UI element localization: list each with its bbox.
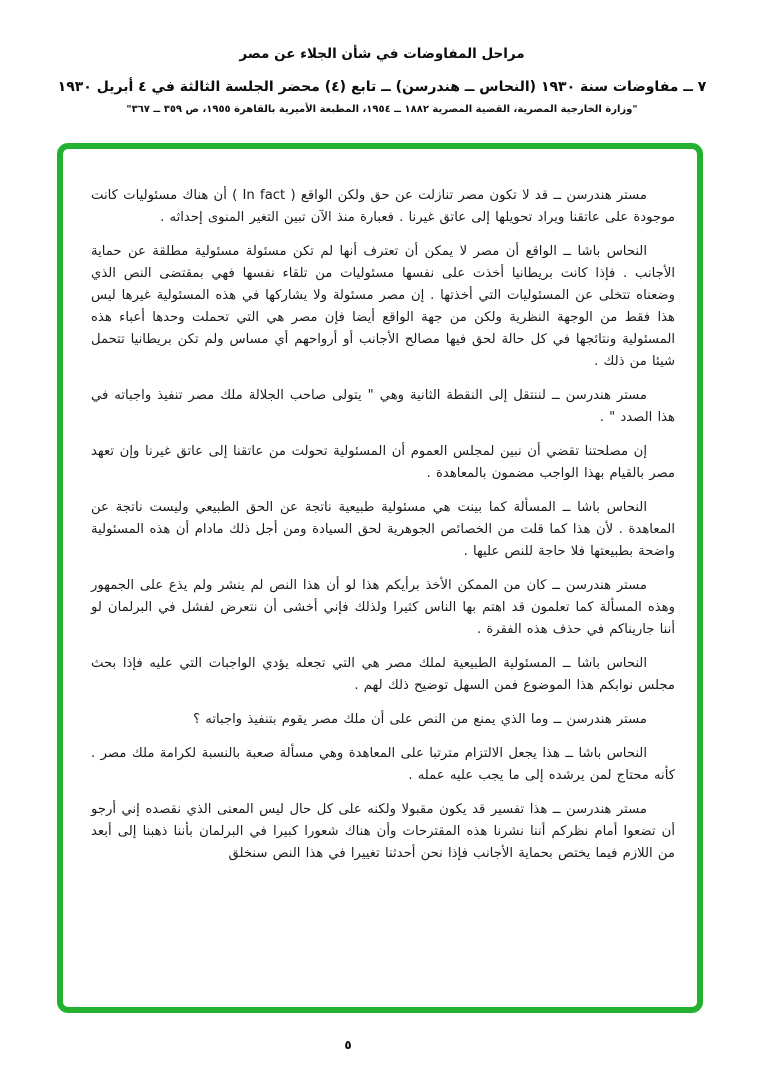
paragraph-henderson-1: مستر هندرسن ــ قد لا تكون مصر تنازلت عن حق ولكن الواقع ( In fact ) أن هناك مسئوليات كانت موجودة على عاتقنا ويراد تحويلها إلى عاتق غيرنا . فعبارة منذ الآن تبين التغير المنوى إحداثه . [91, 188, 675, 225]
paragraph-henderson-2: مستر هندرسن ــ لننتقل إلى النقطة الثانية وهي " يتولى صاحب الجلالة ملك مصر تنفيذ واجباته في هذا الصدد " . [91, 388, 675, 425]
paragraph-nahhas-4: النحاس باشا ــ هذا يجعل الالتزام مترتبا على المعاهدة وهي مسألة صعبة بالنسبة لكرامة ملك مصر . كأنه محتاج لمن يرشده إلى ما يجب عليه عمله . [91, 746, 675, 783]
paragraph-nahhas-1: النحاس باشا ــ الواقع أن مصر لا يمكن أن تعترف أنها لم تكن مسئولة مسئولية مطلقة عن حماية الأجانب . فإذا كانت بريطانيا أخذت على نفسها مسئوليات من تلقاء نفسها فهي بمقتضى النص الذي وضعناه تتخلى عن المسئوليات التي أخذتها . إن مصر مسئولة ولا يشاركها في هذه المسئولية غيرها ليس هذا فقط من الوجهة النظرية ولكن من جهة الواقع أيضا فإن مصر هي التي تحملت وحدها أعباء هذه المسئولية ونتائجها في كل حالة لحق فيها مصالح الأجانب أو أرواحهم أي مساس ولم تكن بريطانيا تتحمل شيئا من ذلك . [91, 244, 675, 369]
page-number: ٥ [344, 1038, 352, 1052]
source-citation: "وزارة الخارجية المصرية، القضية المصرية ١٨٨٢ ــ ١٩٥٤، المطبعة الأميرية بالقاهرة ١٩٥٥، ص ٣٥٩ ــ ٣٦٧" [126, 104, 638, 115]
paragraph-nahhas-2: النحاس باشا ــ المسألة كما بينت هي مسئولية طبيعية ناتجة عن الحق الطبيعي وليست ناتجة عن المعاهدة . لأن هذا كما قلت من الخصائص الجوهرية لحق السيادة ومن أجل ذلك مادام أن هذه المسئولية واضحة بطبيعتها فلا حاجة للنص عليها . [91, 500, 675, 559]
paragraph-henderson-2-continued: إن مصلحتنا تقضي أن نبين لمجلس العموم أن المسئولية تحولت من عاتقنا إلى عاتق غيرنا وإن تعهد مصر بالقيام بهذا الواجب مضمون بالمعاهدة . [91, 444, 675, 481]
paragraph-nahhas-3: النحاس باشا ــ المسئولية الطبيعية لملك مصر هي التي تجعله يؤدي الواجبات التي عليه فإذا بحث مجلس نوابكم هذا الموضوع فمن السهل توضيح ذلك لهم . [91, 656, 675, 693]
highlight-border-box [57, 143, 703, 1013]
paragraph-henderson-5: مستر هندرسن ــ هذا تفسير قد يكون مقبولا ولكنه على كل حال ليس المعنى الذي نقصده إني أرجو أن تضعوا أمام نظركم أننا نشرنا هذه المقترحات وأن هناك شعورا كبيرا في البرلمان بأننا ذهبنا إلى أبعد من اللازم فيما يختص بحماية الأجانب فإذا نحن أحدثنا تغييرا في هذا النص سنخلق [91, 802, 675, 861]
document-subtitle: ٧ ــ مفاوضات سنة ١٩٣٠ (النحاس ــ هندرسن) ــ تابع (٤) محضر الجلسة الثالثة في ٤ أبريل ١٩٣٠ [57, 79, 707, 95]
document-title: مراحل المفاوضات في شأن الجلاء عن مصر [239, 46, 525, 62]
paragraph-henderson-4: مستر هندرسن ــ وما الذي يمنع من النص على أن ملك مصر يقوم بتنفيذ واجباته ؟ [193, 712, 647, 727]
document-body [63, 149, 697, 887]
page-header [0, 46, 764, 115]
paragraph-henderson-3: مستر هندرسن ــ كان من الممكن الأخذ برأيكم هذا لو أن هذا النص لم ينشر ولم يذع على الجمهور وهذه المسألة كما تعلمون قد اهتم بها الناس كثيرا ولذلك فإني أخشى أن نتعرض لفشل في البرلمان لو أننا جاريناكم في حذف هذه الفقرة . [91, 578, 675, 637]
